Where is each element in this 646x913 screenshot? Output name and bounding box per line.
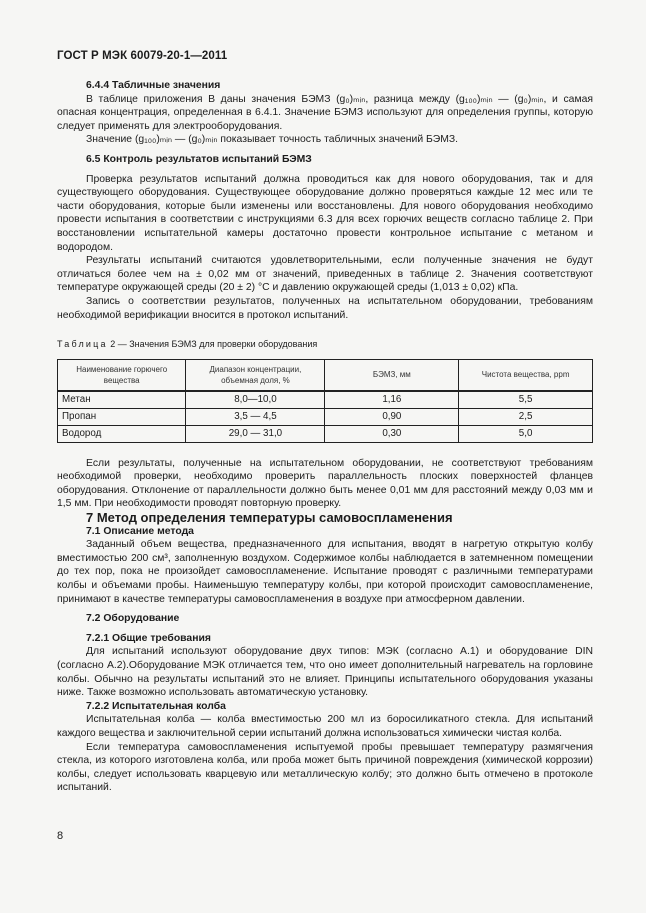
paragraph: Заданный объем вещества, предназначенного для испытания, вводят в нагретую открытую колбу вместимостью 200 см³, заполненную воздухом. Содержимое колбы наблюдается в затемненном помещении до тех пор, пока не произойдет самовоспламенение. Испытание проводят с различными температурами колбы и объемами пробы. Наименьшую температуру колбы, при которой происходит самовоспламенение, принимают в качестве температуры самовоспламенения в воздухе при атмосферном давлении. bbox=[57, 539, 593, 605]
section-7-2-2-heading: 7.2.2 Испытательная колба bbox=[86, 700, 226, 712]
document-body bbox=[57, 79, 593, 795]
table-caption bbox=[57, 338, 593, 352]
table-row bbox=[58, 425, 593, 442]
column-header: Чистота вещества, ppm bbox=[459, 359, 593, 391]
section-7-2-heading: 7.2 Оборудование bbox=[86, 613, 180, 625]
table-cell: 8,0—10,0 bbox=[186, 391, 325, 409]
section-7-1-heading: 7.1 Описание метода bbox=[86, 525, 194, 537]
table-cell: 29,0 — 31,0 bbox=[186, 425, 325, 442]
table-header-row bbox=[58, 359, 593, 391]
mesg-table bbox=[57, 359, 593, 443]
section-7-heading: 7 Метод определения температуры самовоспламенения bbox=[86, 510, 453, 526]
paragraph: Если температура самовоспламенения испытуемой пробы превышает температуру размягчения стекла, из которого изготовлена колба, или проба может быть причиной повреждения (химической коррозии) колбы, следует использовать кварцевую или металлическую колбу; это должно быть отмечено в протоколе испытаний. bbox=[57, 741, 593, 794]
table-caption-text: 2 — Значения БЭМЗ для проверки оборудования bbox=[110, 339, 318, 350]
paragraph: Запись о соответствии результатов, полученных на испытательном оборудовании, требованиям необходимой верификации вносится в протокол испытаний. bbox=[57, 295, 593, 321]
table-row bbox=[58, 391, 593, 409]
column-header: Наименование горючего вещества bbox=[58, 359, 186, 391]
column-header: БЭМЗ, мм bbox=[325, 359, 459, 391]
table-cell: 0,90 bbox=[325, 408, 459, 425]
table-cell: 3,5 — 4,5 bbox=[186, 408, 325, 425]
section-7-2-1-heading: 7.2.1 Общие требования bbox=[86, 632, 211, 644]
paragraph: Значение (g₁₀₀)ₘᵢₙ — (g₀)ₘᵢₙ показывает точность табличных значений БЭМЗ. bbox=[86, 134, 459, 146]
table-cell: Пропан bbox=[58, 408, 186, 425]
table-caption-label: Таблица bbox=[57, 339, 108, 350]
table-cell: 5,0 bbox=[459, 425, 593, 442]
document-header: ГОСТ Р МЭК 60079-20-1—2011 bbox=[57, 50, 228, 62]
paragraph: Для испытаний используют оборудование двух типов: МЭК (согласно А.1) и оборудование DIN (согласно А.2).Оборудование МЭК отличается тем, что оно имеет дополнительный нагреватель на горловине колбы. Обычно на результаты испытаний это не влияет. Принципы испытательного оборудования указаны ниже. Также возможно использовать автоматическую установку. bbox=[57, 646, 593, 699]
table-row bbox=[58, 408, 593, 425]
table-cell: 0,30 bbox=[325, 425, 459, 442]
section-6-5-heading: 6.5 Контроль результатов испытаний БЭМЗ bbox=[86, 153, 312, 165]
paragraph: Испытательная колба — колба вместимостью 200 мл из боросиликатного стекла. Для испытаний каждого вещества и заключительной серии испытаний должна использоваться химически чистая колба. bbox=[57, 714, 593, 739]
paragraph: Проверка результатов испытаний должна проводиться как для нового оборудования, так и для существующего оборудования. Существующее оборудование должно проверяться каждые 12 мес или те части оборудования, которые были изменены или восстановлены. Для нового оборудования необходимо провести испытания в соответствии с инструкциями 6.3 для всех горючих веществ согласно таблице 2. При восстановлении испытательной камеры достаточно провести контрольное испытание с метаном и водородом. bbox=[57, 173, 593, 253]
section-6-4-4-heading: 6.4.4 Табличные значения bbox=[86, 80, 221, 91]
paragraph: Результаты испытаний считаются удовлетворительными, если полученные значения не будут отличаться более чем на ± 0,02 мм от значений, приведенных в таблице 2. Значения соответствуют температуре окружающей среды (20 ± 2) °С и давлению окружающей среды (1,013 ± 0,02) кПа. bbox=[57, 255, 593, 294]
table-cell: 2,5 bbox=[459, 408, 593, 425]
column-header: Диапазон концентрации, объемная доля, % bbox=[186, 359, 325, 391]
table-cell: 1,16 bbox=[325, 391, 459, 409]
page-number: 8 bbox=[57, 830, 64, 842]
table-cell: 5,5 bbox=[459, 391, 593, 409]
paragraph: В таблице приложения В даны значения БЭМЗ (g₀)ₘᵢₙ, разница между (g₁₀₀)ₘᵢₙ — (g₀)ₘᵢₙ, и самая опасная концентрация, определенная в 6.4.1. Значение БЭМЗ используют для определения группы, которую следует применять для электрооборудования. bbox=[57, 93, 593, 132]
table-cell: Метан bbox=[58, 391, 186, 409]
table-cell: Водород bbox=[58, 425, 186, 442]
paragraph: Если результаты, полученные на испытательном оборудовании, не соответствуют требованиям необходимой проверки, необходимо проверить параллельность плоских поверхностей фланцев оборудования. Отклонение от параллельности должно быть менее 0,01 мм для расстояний между 0,03 мм и 1,5 мм. При необходимости проводят повторную проверку. bbox=[57, 457, 593, 510]
